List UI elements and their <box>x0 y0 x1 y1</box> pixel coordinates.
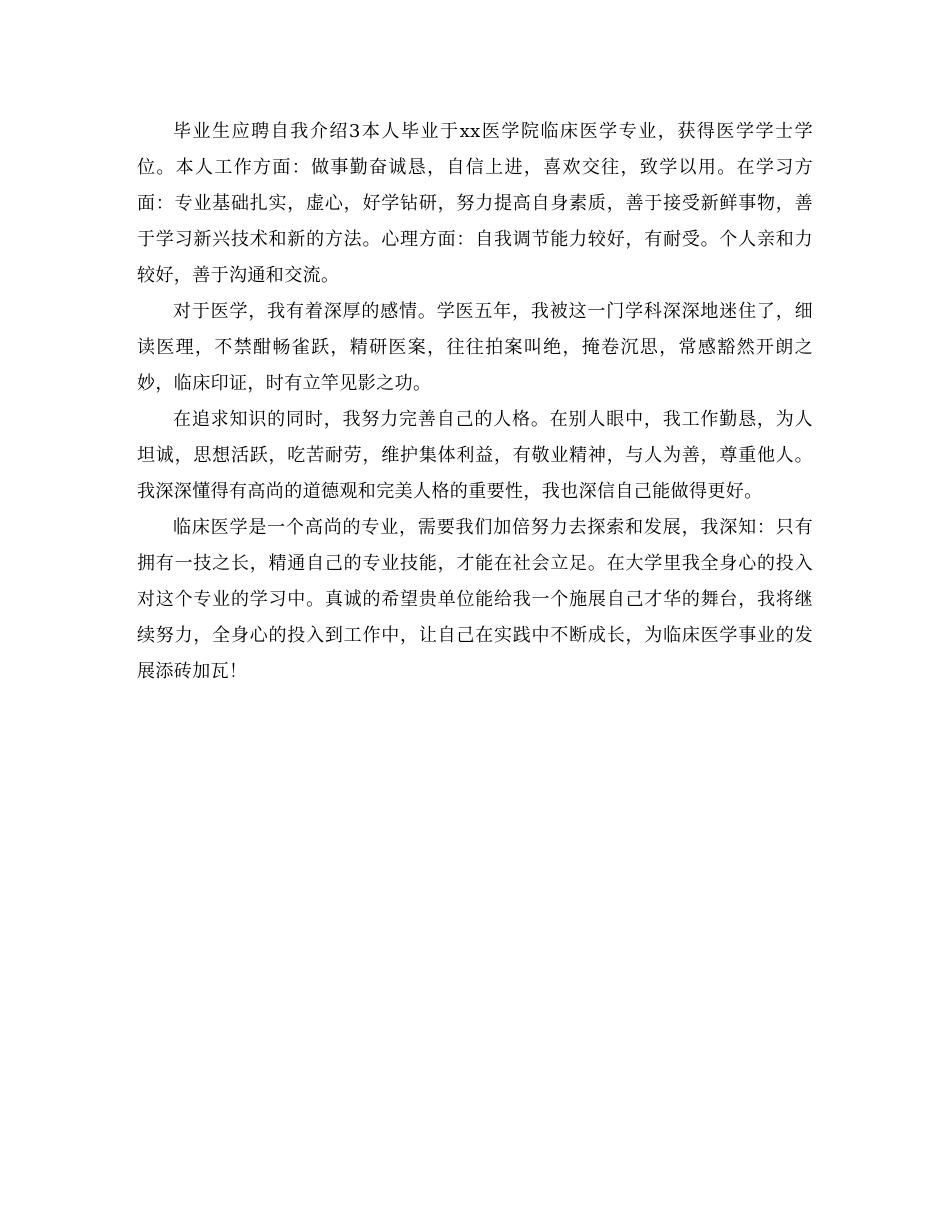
paragraph-character: 在追求知识的同时，我努力完善自己的人格。在别人眼中，我工作勤恳，为人坦诚，思想活跃，吃苦耐劳，维护集体利益，有敬业精神，与人为善，尊重他人。我深深懂得有高尚的道德观和完美人格的重要性，我也深信自己能做得更好。 <box>137 409 813 502</box>
paragraph-career-goal: 临床医学是一个高尚的专业，需要我们加倍努力去探索和发展，我深知：只有拥有一技之长，精通自己的专业技能，才能在社会立足。在大学里我全身心的投入对这个专业的学习中。真诚的希望贵单位能给我一个施展自己才华的舞台，我将继续努力，全身心的投入到工作中，让自己在实践中不断成长，为临床医学事业的发展添砖加瓦！ <box>137 517 813 682</box>
document-body <box>137 114 813 690</box>
paragraph-passion-for-medicine: 对于医学，我有着深厚的感情。学医五年，我被这一门学科深深地迷住了，细读医理，不禁酣畅雀跃，精研医案，往往拍案叫绝，掩卷沉思，常感豁然开朗之妙，临床印证，时有立竿见影之功。 <box>137 301 813 394</box>
paragraph-self-introduction: 毕业生应聘自我介绍3本人毕业于xx医学院临床医学专业，获得医学学士学位。本人工作方面：做事勤奋诚恳，自信上进，喜欢交往，致学以用。在学习方面：专业基础扎实，虚心，好学钻研，努力提高自身素质，善于接受新鲜事物，善于学习新兴技术和新的方法。心理方面：自我调节能力较好，有耐受。个人亲和力较好，善于沟通和交流。 <box>137 121 813 286</box>
